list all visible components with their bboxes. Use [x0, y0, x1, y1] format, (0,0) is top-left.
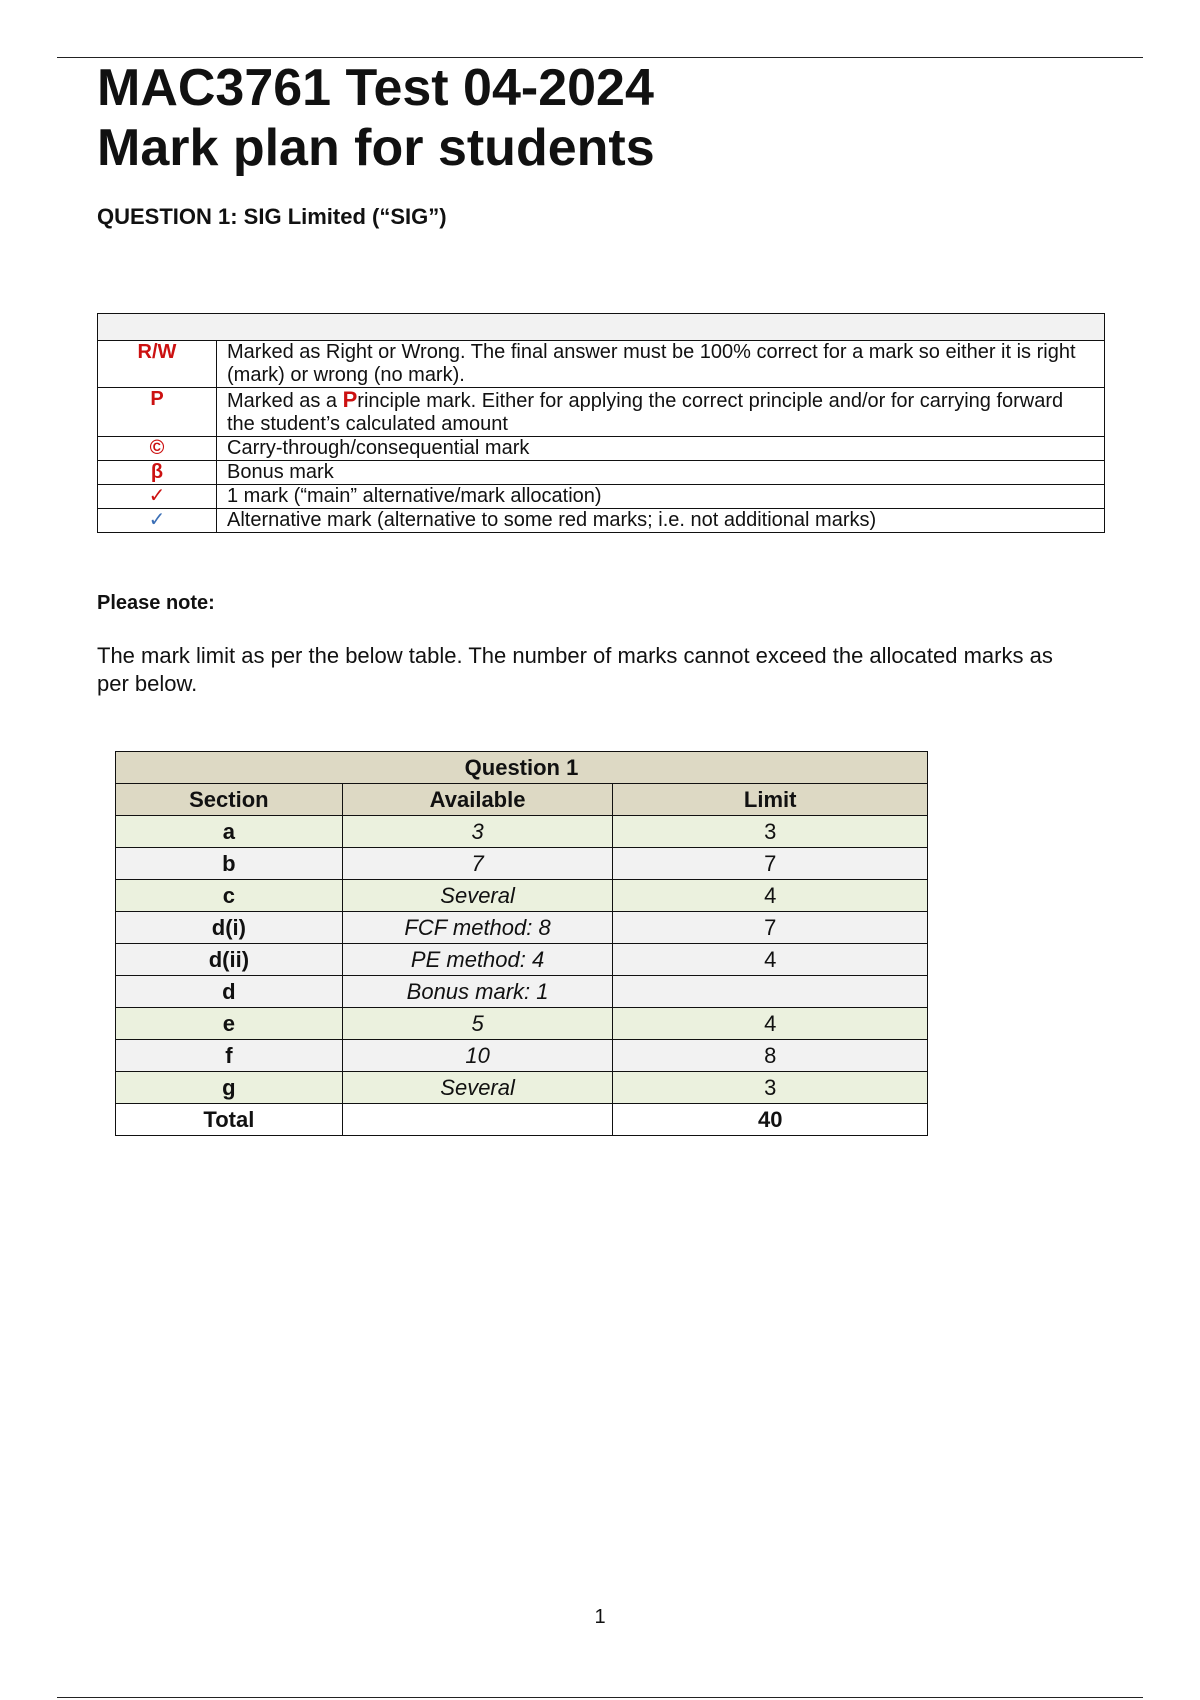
cell-section: g — [116, 1072, 343, 1104]
header-available: Available — [342, 784, 613, 816]
table-row — [116, 880, 928, 912]
beta-icon: β — [98, 461, 217, 485]
legend-description-pre: Marked as a — [227, 390, 343, 412]
total-limit: 40 — [613, 1104, 928, 1136]
legend-description: Alternative mark (alternative to some red marks; i.e. not additional marks) — [217, 509, 1105, 533]
cell-limit: 8 — [613, 1040, 928, 1072]
cell-section: a — [116, 816, 343, 848]
cell-available: FCF method: 8 — [342, 912, 613, 944]
note-heading: Please note: — [97, 592, 215, 614]
legend-row — [98, 461, 1105, 485]
cell-section: d(i) — [116, 912, 343, 944]
table-row — [116, 848, 928, 880]
cell-section: d — [116, 976, 343, 1008]
total-label: Total — [116, 1104, 343, 1136]
marks-title-row — [116, 752, 928, 784]
legend-header-row — [98, 314, 1105, 341]
legend-row — [98, 509, 1105, 533]
total-available — [342, 1104, 613, 1136]
cell-limit: 4 — [613, 1008, 928, 1040]
cell-available: 10 — [342, 1040, 613, 1072]
legend-row — [98, 341, 1105, 388]
legend-description: Carry-through/consequential mark — [217, 437, 1105, 461]
cell-available: PE method: 4 — [342, 944, 613, 976]
legend-description: Bonus mark — [217, 461, 1105, 485]
title-line-2: Mark plan for students — [97, 119, 655, 177]
blue-check-icon: ✓ — [98, 509, 217, 533]
copyright-icon: © — [98, 437, 217, 461]
question-heading: QUESTION 1: SIG Limited (“SIG”) — [97, 204, 447, 229]
table-row — [116, 912, 928, 944]
cell-section: d(ii) — [116, 944, 343, 976]
table-row — [116, 1072, 928, 1104]
cell-limit: 3 — [613, 816, 928, 848]
legend-row — [98, 437, 1105, 461]
principle-letter: P — [342, 387, 358, 412]
legend-description: 1 mark (“main” alternative/mark allocation) — [217, 485, 1105, 509]
mark-legend-table — [97, 313, 1105, 533]
page-number: 1 — [594, 1606, 606, 1628]
note-text: The mark limit as per the below table. The number of marks cannot exceed the allocated marks as per below. — [97, 643, 1053, 696]
title-line-1: MAC3761 Test 04-2024 — [97, 59, 654, 117]
table-row — [116, 1040, 928, 1072]
legend-description: Marked as Right or Wrong. The final answer must be 100% correct for a mark so either it is right (mark) or wrong (no mark). — [217, 341, 1105, 388]
legend-description-post: rinciple mark. Either for applying the correct principle and/or for carrying forward the student’s calculated amount — [227, 390, 1064, 435]
red-check-icon: ✓ — [98, 485, 217, 509]
cell-available: Several — [342, 1072, 613, 1104]
cell-available: 3 — [342, 816, 613, 848]
header-section: Section — [116, 784, 343, 816]
cell-limit: 7 — [613, 912, 928, 944]
legend-symbol-rw: R/W — [98, 341, 217, 388]
bottom-rule — [57, 1697, 1143, 1698]
cell-section: b — [116, 848, 343, 880]
cell-available: Bonus mark: 1 — [342, 976, 613, 1008]
table-row — [116, 816, 928, 848]
table-row — [116, 976, 928, 1008]
cell-limit: 4 — [613, 944, 928, 976]
total-row — [116, 1104, 928, 1136]
cell-section: c — [116, 880, 343, 912]
mark-limit-table — [115, 751, 928, 1136]
header-limit: Limit — [613, 784, 928, 816]
legend-row — [98, 388, 1105, 437]
marks-header-row — [116, 784, 928, 816]
cell-available: Several — [342, 880, 613, 912]
cell-limit — [613, 976, 928, 1008]
cell-limit: 4 — [613, 880, 928, 912]
cell-section: e — [116, 1008, 343, 1040]
legend-description — [217, 388, 1105, 437]
table-row — [116, 944, 928, 976]
legend-symbol-p: P — [98, 388, 217, 437]
page-title — [97, 58, 655, 178]
legend-row — [98, 485, 1105, 509]
cell-available: 5 — [342, 1008, 613, 1040]
cell-limit: 7 — [613, 848, 928, 880]
cell-section: f — [116, 1040, 343, 1072]
marks-table-title: Question 1 — [116, 752, 928, 784]
table-row — [116, 1008, 928, 1040]
cell-available: 7 — [342, 848, 613, 880]
cell-limit: 3 — [613, 1072, 928, 1104]
